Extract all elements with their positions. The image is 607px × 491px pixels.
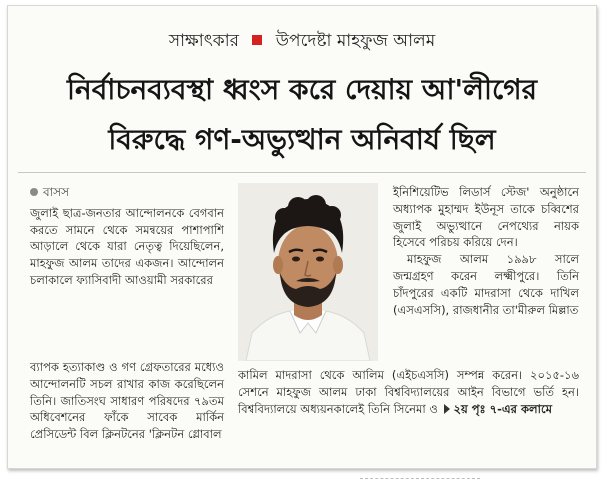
bullet-icon	[30, 188, 38, 196]
headline-line-2: বিরুদ্ধে গণ-অভ্যুত্থান অনিবার্য ছিল	[108, 123, 496, 156]
column-right-paragraph-1: ইনিশিয়েটিভ লিডার্স স্টেজ' অনুষ্ঠানে অধ্যাপক মুহাম্মদ ইউনূস তাকে চব্বিশের জুলাই অভ্যুত্থানে নেপথ্যের নায়ক হিসেবে পরিচয় করিয়ে দেন।	[393, 185, 579, 250]
arrow-right-icon	[444, 404, 450, 414]
headline-line-1: নির্বাচনব্যবস্থা ধ্বংস করে দেয়ায় আ'লীগের	[66, 73, 538, 106]
article-column-left-continued	[30, 359, 224, 443]
kicker-label: সাক্ষাৎকার	[168, 31, 239, 51]
byline-text: বাসস	[43, 185, 70, 199]
article-column-left	[30, 184, 224, 289]
newspaper-clipping	[7, 5, 597, 469]
article-column-right	[393, 184, 579, 318]
continuation-note	[441, 402, 551, 416]
portrait-photo	[238, 183, 378, 361]
portrait-illustration	[238, 183, 378, 361]
column-left-text: জুলাই ছাত্র-জনতার আন্দোলনকে বেগবান করতে সামনে থেকে সমন্বয়ের পাশাপাশি আড়ালে থেকে যারা নেতৃত্ব দিয়েছিলেন, মাহফুজ আলম তাদের একজন। আন্দোলন চলাকালে ফ্যাসিবাদী আওয়ামী সরকারের	[30, 205, 224, 287]
column-bottom-text	[238, 367, 579, 417]
article-column-bottom	[238, 367, 579, 417]
kicker-line	[8, 28, 596, 56]
column-right-paragraph-2: মাহফুজ আলম ১৯৯৮ সালে জন্মগ্রহণ করেন লক্ষ্মীপুরে। তিনি চাঁদপুরের একটি মাদরাসা থেকে দাখিল (এসএসসি), রাজধানীর তা'মীরুল মিল্লাত	[393, 252, 579, 317]
headline-divider	[18, 172, 586, 173]
kicker-subject: উপদেষ্টা মাহফুজ আলম	[275, 31, 436, 51]
scan-artifact	[360, 478, 480, 481]
continuation-text: ২য় পৃঃ ৭-এর কলামে	[453, 401, 552, 416]
byline	[30, 184, 224, 201]
column-bottom-body: কামিল মাদরাসা থেকে আলিম (এইচএসসি) সম্পন্ন করেন। ২০১৫-১৬ সেশনে মাহফুজ আলম ঢাকা বিশ্ববিদ্যালয়ের আইন বিভাগে ভর্তি হন। বিশ্ববিদ্যালয়ে অধ্যয়নকালেই তিনি সিনেমা ও	[238, 368, 579, 416]
red-square-icon	[252, 35, 262, 45]
column-left-tail: ব্যাপক হত্যাকাণ্ড ও গণ গ্রেফতারের মধ্যেও আন্দোলনটি সচল রাখার কাজ করেছিলেন তিনি। জাতিসংঘ সাধারণ পরিষদের ৭৯তম অধিবেশনের ফাঁকে সাবেক মার্কিন প্রেসিডেন্ট বিল ক্লিনটনের 'ক্লিনটন গ্লোবাল	[30, 360, 224, 442]
